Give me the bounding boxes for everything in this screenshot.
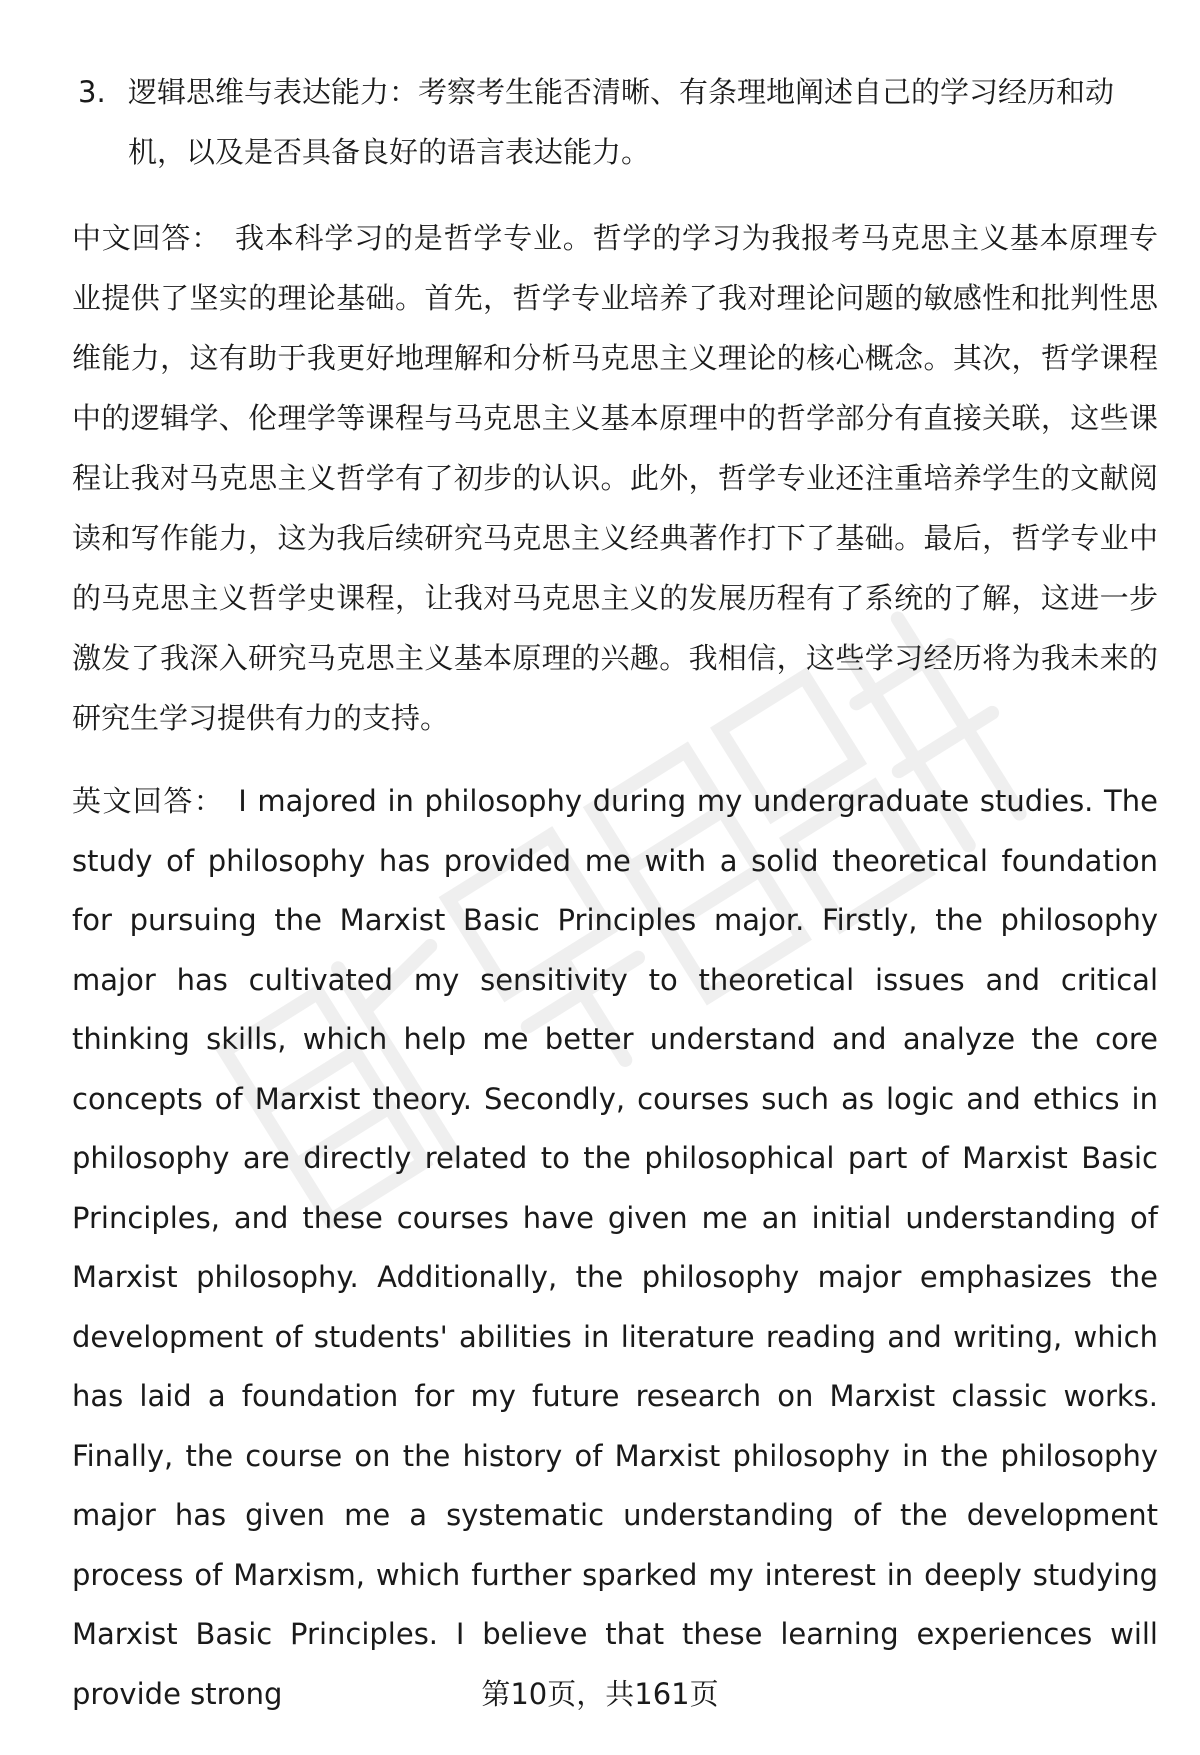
chinese-answer-paragraph bbox=[72, 208, 1158, 748]
english-answer-label: 英文回答： bbox=[72, 784, 225, 818]
chinese-answer-label: 中文回答： bbox=[72, 221, 221, 255]
chinese-answer-text: 我本科学习的是哲学专业。哲学的学习为我报考马克思主义基本原理专业提供了坚实的理论基础。首先，哲学专业培养了我对理论问题的敏感性和批判性思维能力，这有助于我更好地理解和分析马克思主义理论的核心概念。其次，哲学课程中的逻辑学、伦理学等课程与马克思主义基本原理中的哲学部分有直接关联，这些课程让我对马克思主义哲学有了初步的认识。此外，哲学专业还注重培养学生的文献阅读和写作能力，这为我后续研究马克思主义经典著作打下了基础。最后，哲学专业中的马克思主义哲学史课程，让我对马克思主义的发展历程有了系统的了解，这进一步激发了我深入研究马克思主义基本原理的兴趣。我相信，这些学习经历将为我未来的研究生学习提供有力的支持。 bbox=[72, 221, 1158, 735]
list-item-number: 3. bbox=[78, 75, 106, 109]
english-answer-paragraph bbox=[72, 772, 1158, 1724]
criteria-list-item bbox=[78, 62, 1158, 182]
page-number-footer: 第10页，共161页 bbox=[481, 1677, 719, 1711]
list-item-text: 逻辑思维与表达能力：考察考生能否清晰、有条理地阐述自己的学习经历和动机，以及是否具备良好的语言表达能力。 bbox=[128, 75, 1115, 169]
english-answer-text: I majored in philosophy during my undergraduate studies. The study of philosophy has provided me with a solid theoretical foundation for pursuing the Marxist Basic Principles major. Firstly, the philosophy major has cultivated my sensitivity to theoretical issues and critical thinking skills, which help me better understand and analyze the core concepts of Marxist theory. Secondly, courses such as logic and ethics in philosophy are directly related to the philosophical part of Marxist Basic Principles, and these courses have given me an initial understanding of Marxist philosophy. Additionally, the philosophy major emphasizes the development of students' abilities in literature reading and writing, which has laid a foundation for my future research on Marxist classic works. Finally, the course on the history of Marxist philosophy in the philosophy major has given me a systematic understanding of the development process of Marxism, which further sparked my interest in deeply studying Marxist Basic Principles. I believe that these learning experiences will provide strong bbox=[72, 784, 1158, 1711]
